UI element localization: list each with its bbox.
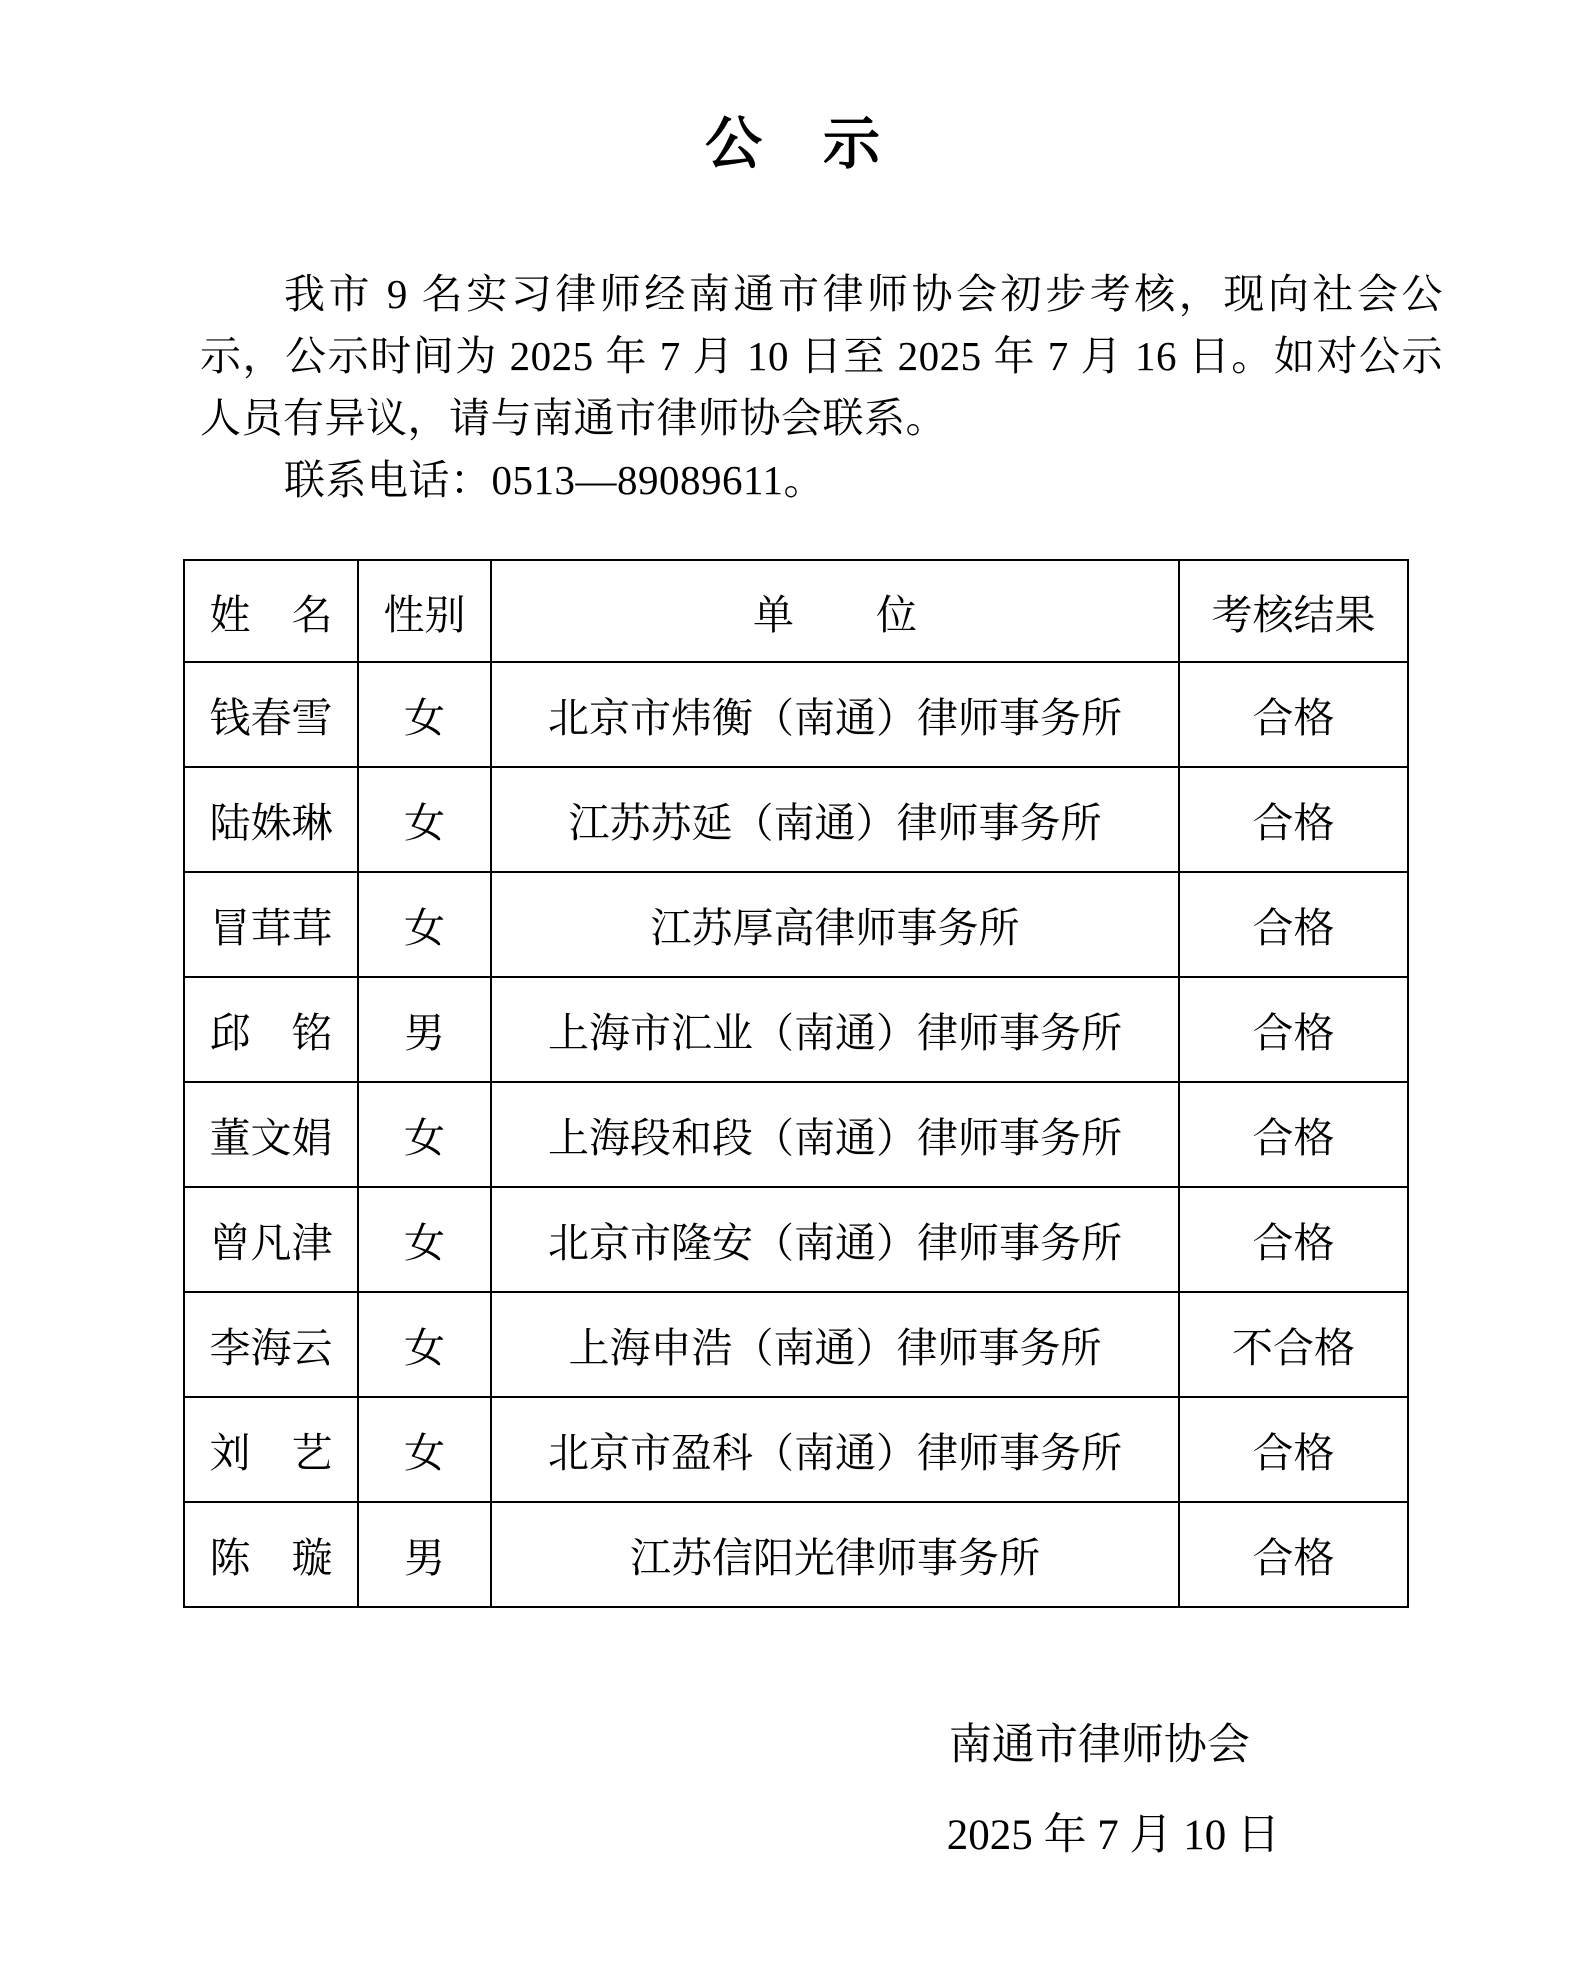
cell-firm: 上海市汇业（南通）律师事务所 (491, 977, 1179, 1082)
signature-organization: 南通市律师协会 (948, 1722, 1250, 1769)
cell-gender: 女 (358, 1082, 491, 1187)
table-header-row (184, 560, 1408, 662)
column-header-firm: 单 位 (491, 560, 1179, 662)
cell-gender: 女 (358, 662, 491, 767)
cell-firm: 江苏苏延（南通）律师事务所 (491, 767, 1179, 872)
contact-phone-line: 联系电话：0513—89089611。 (284, 457, 825, 503)
cell-result: 不合格 (1179, 1292, 1408, 1397)
cell-firm: 北京市盈科（南通）律师事务所 (491, 1397, 1179, 1502)
table-row (184, 1082, 1408, 1187)
cell-gender: 男 (358, 977, 491, 1082)
table-row (184, 1292, 1408, 1397)
table-row (184, 977, 1408, 1082)
cell-gender: 男 (358, 1502, 491, 1607)
cell-result: 合格 (1179, 662, 1408, 767)
cell-gender: 女 (358, 1187, 491, 1292)
table-row (184, 1502, 1408, 1607)
cell-name: 钱春雪 (184, 662, 358, 767)
table-row (184, 1187, 1408, 1292)
lawyer-roster-table (183, 559, 1409, 1608)
cell-firm: 江苏信阳光律师事务所 (491, 1502, 1179, 1607)
cell-name: 李海云 (184, 1292, 358, 1397)
page-title: 公 示 (705, 113, 882, 176)
cell-result: 合格 (1179, 872, 1408, 977)
cell-name: 曾凡津 (184, 1187, 358, 1292)
cell-gender: 女 (358, 767, 491, 872)
cell-firm: 北京市隆安（南通）律师事务所 (491, 1187, 1179, 1292)
column-header-result: 考核结果 (1179, 560, 1408, 662)
cell-name: 邱 铭 (184, 977, 358, 1082)
cell-result: 合格 (1179, 1502, 1408, 1607)
cell-result: 合格 (1179, 767, 1408, 872)
table-row (184, 1397, 1408, 1502)
table-row (184, 872, 1408, 977)
cell-gender: 女 (358, 1397, 491, 1502)
cell-name: 刘 艺 (184, 1397, 358, 1502)
cell-name: 陆姝琳 (184, 767, 358, 872)
cell-firm: 上海申浩（南通）律师事务所 (491, 1292, 1179, 1397)
cell-name: 冒茸茸 (184, 872, 358, 977)
intro-paragraph: 我市 9 名实习律师经南通市律师协会初步考核，现向社会公示，公示时间为 2025 年 7 月 10 日至 2025 年 7 月 16 日。如对公示人员有异议，请与南通市律师协会联系。 (200, 271, 1443, 441)
signature-date: 2025 年 7 月 10 日 (946, 1812, 1280, 1859)
table-row (184, 767, 1408, 872)
cell-firm: 上海段和段（南通）律师事务所 (491, 1082, 1179, 1187)
cell-result: 合格 (1179, 1397, 1408, 1502)
cell-gender: 女 (358, 1292, 491, 1397)
cell-firm: 北京市炜衡（南通）律师事务所 (491, 662, 1179, 767)
cell-result: 合格 (1179, 1082, 1408, 1187)
cell-result: 合格 (1179, 1187, 1408, 1292)
signature-block (947, 1722, 1280, 1860)
cell-name: 董文娟 (184, 1082, 358, 1187)
cell-name: 陈 璇 (184, 1502, 358, 1607)
cell-result: 合格 (1179, 977, 1408, 1082)
column-header-name: 姓 名 (184, 560, 358, 662)
announcement-body (200, 263, 1443, 511)
cell-firm: 江苏厚高律师事务所 (491, 872, 1179, 977)
cell-gender: 女 (358, 872, 491, 977)
column-header-gender: 性别 (358, 560, 491, 662)
table-row (184, 662, 1408, 767)
